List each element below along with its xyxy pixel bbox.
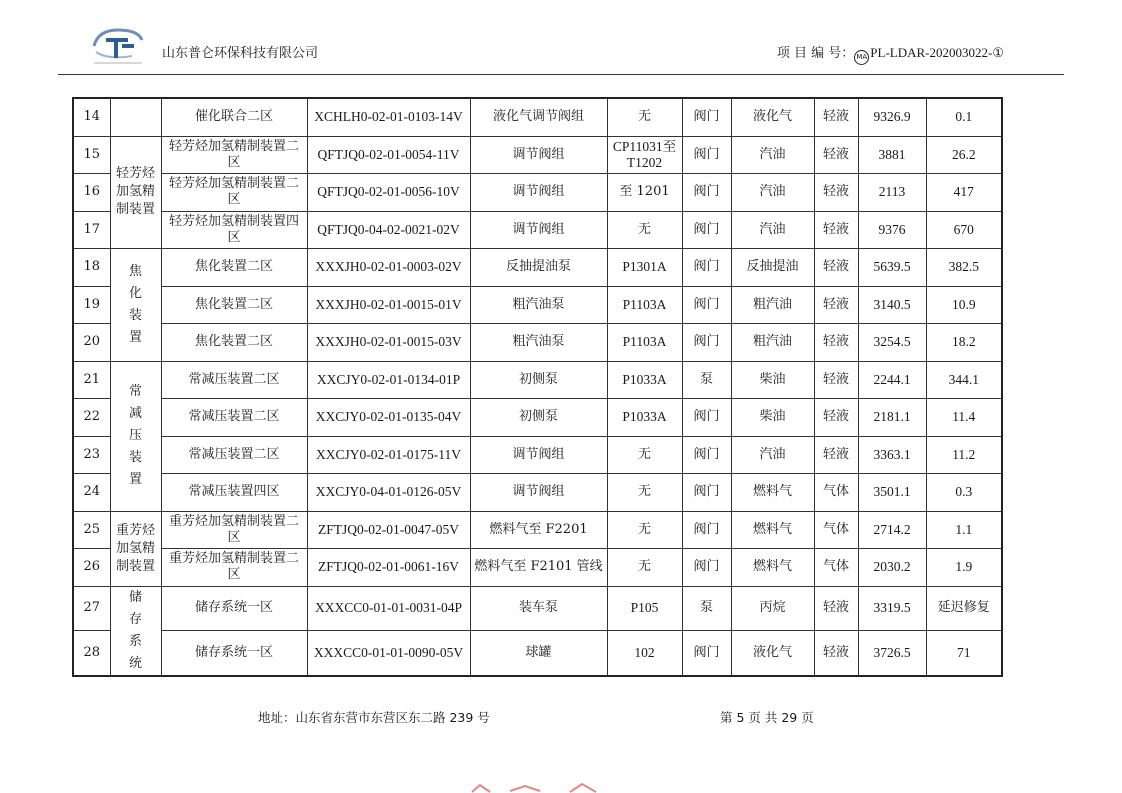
component-type: 阀门 (682, 249, 731, 287)
component-type: 阀门 (682, 436, 731, 474)
medium: 粗汽油 (731, 286, 814, 324)
medium: 粗汽油 (731, 324, 814, 362)
state: 轻液 (814, 630, 858, 675)
company-logo-icon (88, 26, 148, 66)
table-row (73, 249, 1002, 287)
unit-area: 轻芳烃加氢精制装置二区 (161, 174, 307, 212)
value-1: 3140.5 (858, 286, 926, 324)
unit-area: 储存系统一区 (161, 630, 307, 675)
table-row (73, 174, 1002, 212)
component-type: 泵 (682, 361, 731, 399)
equipment: 反抽提油泵 (470, 249, 607, 287)
table-row (73, 511, 1002, 549)
row-number: 27 (73, 586, 110, 630)
unit-area: 焦化装置二区 (161, 286, 307, 324)
page-header (58, 18, 1064, 75)
state: 轻液 (814, 399, 858, 437)
table-row (73, 98, 1002, 136)
table-row (73, 399, 1002, 437)
unit-group-atm-vac: 常减压装置 (110, 361, 161, 511)
value-1: 2030.2 (858, 549, 926, 587)
unit-area: 重芳烃加氢精制装置二区 (161, 549, 307, 587)
tag-number: XXCJY0-02-01-0175-11V (307, 436, 470, 474)
row-number: 25 (73, 511, 110, 549)
table-row (73, 549, 1002, 587)
component-type: 阀门 (682, 211, 731, 249)
unit-area: 轻芳烃加氢精制装置四区 (161, 211, 307, 249)
position: P105 (607, 586, 682, 630)
position: 无 (607, 211, 682, 249)
state: 气体 (814, 474, 858, 512)
table-row (73, 324, 1002, 362)
component-type: 阀门 (682, 174, 731, 212)
row-number: 17 (73, 211, 110, 249)
state: 气体 (814, 511, 858, 549)
value-2: 26.2 (926, 136, 1002, 174)
unit-area: 轻芳烃加氢精制装置二区 (161, 136, 307, 174)
value-2: 1.9 (926, 549, 1002, 587)
value-2: 0.1 (926, 98, 1002, 136)
row-number: 14 (73, 98, 110, 136)
unit-area: 焦化装置二区 (161, 249, 307, 287)
value-1: 2181.1 (858, 399, 926, 437)
value-2: 18.2 (926, 324, 1002, 362)
state: 轻液 (814, 136, 858, 174)
medium: 液化气 (731, 98, 814, 136)
equipment: 粗汽油泵 (470, 286, 607, 324)
medium: 柴油 (731, 399, 814, 437)
state: 轻液 (814, 211, 858, 249)
component-type: 阀门 (682, 630, 731, 675)
tag-number: QFTJQ0-02-01-0056-10V (307, 174, 470, 212)
row-number: 21 (73, 361, 110, 399)
unit-area: 储存系统一区 (161, 586, 307, 630)
value-1: 9376 (858, 211, 926, 249)
medium: 汽油 (731, 136, 814, 174)
row-number: 28 (73, 630, 110, 675)
footer-address: 地址：山东省东营市东营区东二路 239 号 (258, 710, 490, 725)
table-row (73, 474, 1002, 512)
medium: 汽油 (731, 436, 814, 474)
position: P1033A (607, 399, 682, 437)
position: 无 (607, 98, 682, 136)
value-1: 3363.1 (858, 436, 926, 474)
value-2: 0.3 (926, 474, 1002, 512)
value-2: 670 (926, 211, 1002, 249)
position: 无 (607, 511, 682, 549)
value-2: 382.5 (926, 249, 1002, 287)
unit-area: 常减压装置二区 (161, 361, 307, 399)
value-2: 344.1 (926, 361, 1002, 399)
value-2: 延迟修复 (926, 586, 1002, 630)
component-type: 阀门 (682, 511, 731, 549)
unit-group-heavy-aromatics: 重芳烃加氢精制装置 (110, 511, 161, 586)
state: 轻液 (814, 324, 858, 362)
row-number: 15 (73, 136, 110, 174)
component-type: 阀门 (682, 399, 731, 437)
unit-area: 常减压装置二区 (161, 436, 307, 474)
component-type: 阀门 (682, 136, 731, 174)
equipment: 液化气调节阀组 (470, 98, 607, 136)
equipment: 调节阀组 (470, 436, 607, 474)
position: P1033A (607, 361, 682, 399)
unit-area: 常减压装置四区 (161, 474, 307, 512)
state: 轻液 (814, 361, 858, 399)
value-1: 2244.1 (858, 361, 926, 399)
table-body (73, 98, 1002, 676)
state: 轻液 (814, 174, 858, 212)
tag-number: QFTJQ0-04-02-0021-02V (307, 211, 470, 249)
component-type: 阀门 (682, 324, 731, 362)
equipment: 调节阀组 (470, 174, 607, 212)
position: P1103A (607, 286, 682, 324)
equipment: 初侧泵 (470, 361, 607, 399)
component-type: 阀门 (682, 98, 731, 136)
value-1: 5639.5 (858, 249, 926, 287)
component-type: 阀门 (682, 286, 731, 324)
medium: 燃料气 (731, 549, 814, 587)
table-row (73, 436, 1002, 474)
value-2: 417 (926, 174, 1002, 212)
medium: 汽油 (731, 174, 814, 212)
tag-number: XXCJY0-02-01-0134-01P (307, 361, 470, 399)
value-2: 10.9 (926, 286, 1002, 324)
state: 轻液 (814, 436, 858, 474)
tag-number: QFTJQ0-02-01-0054-11V (307, 136, 470, 174)
position: 102 (607, 630, 682, 675)
table-row (73, 630, 1002, 675)
red-stamp-icon (470, 782, 620, 793)
tag-number: XXXJH0-02-01-0003-02V (307, 249, 470, 287)
unit-group-light-aromatics: 轻芳烃加氢精制装置 (110, 136, 161, 249)
component-type: 泵 (682, 586, 731, 630)
value-1: 2113 (858, 174, 926, 212)
equipment: 燃料气至 F2201 (470, 511, 607, 549)
position: P1103A (607, 324, 682, 362)
value-1: 2714.2 (858, 511, 926, 549)
tag-number: ZFTJQ0-02-01-0047-05V (307, 511, 470, 549)
value-2: 11.4 (926, 399, 1002, 437)
position: 无 (607, 549, 682, 587)
value-1: 3881 (858, 136, 926, 174)
medium: 柴油 (731, 361, 814, 399)
position: 无 (607, 474, 682, 512)
medium: 丙烷 (731, 586, 814, 630)
state: 轻液 (814, 586, 858, 630)
row-number: 22 (73, 399, 110, 437)
medium: 汽油 (731, 211, 814, 249)
row-number: 23 (73, 436, 110, 474)
state: 轻液 (814, 249, 858, 287)
tag-number: XXCJY0-02-01-0135-04V (307, 399, 470, 437)
row-number: 20 (73, 324, 110, 362)
row-number: 18 (73, 249, 110, 287)
unit-group-cell (110, 98, 161, 136)
company-name: 山东普仑环保科技有限公司 (162, 46, 319, 61)
table-row (73, 211, 1002, 249)
position: 至 1201 (607, 174, 682, 212)
tag-number: XXCJY0-04-01-0126-05V (307, 474, 470, 512)
value-1: 3501.1 (858, 474, 926, 512)
medium: 燃料气 (731, 511, 814, 549)
table-row (73, 136, 1002, 174)
unit-group-storage: 储存系统 (110, 586, 161, 676)
tag-number: XXXJH0-02-01-0015-03V (307, 324, 470, 362)
position: CP11031至T1202 (607, 136, 682, 174)
medium: 燃料气 (731, 474, 814, 512)
page-number: 第 5 页 共 29 页 (720, 710, 814, 725)
equipment: 调节阀组 (470, 474, 607, 512)
value-1: 3726.5 (858, 630, 926, 675)
equipment: 燃料气至 F2101 管线 (470, 549, 607, 587)
ma-certification-icon: MA (854, 50, 869, 65)
component-type: 阀门 (682, 549, 731, 587)
equipment: 调节阀组 (470, 211, 607, 249)
tag-number: ZFTJQ0-02-01-0061-16V (307, 549, 470, 587)
state: 轻液 (814, 286, 858, 324)
unit-area: 重芳烃加氢精制装置二区 (161, 511, 307, 549)
unit-area: 焦化装置二区 (161, 324, 307, 362)
ldar-data-table (72, 97, 1003, 677)
position: P1301A (607, 249, 682, 287)
row-number: 24 (73, 474, 110, 512)
tag-number: XXXJH0-02-01-0015-01V (307, 286, 470, 324)
state: 气体 (814, 549, 858, 587)
equipment: 装车泵 (470, 586, 607, 630)
table-row (73, 361, 1002, 399)
medium: 液化气 (731, 630, 814, 675)
row-number: 19 (73, 286, 110, 324)
table-row (73, 586, 1002, 630)
row-number: 16 (73, 174, 110, 212)
medium: 反抽提油 (731, 249, 814, 287)
equipment: 粗汽油泵 (470, 324, 607, 362)
row-number: 26 (73, 549, 110, 587)
table-row (73, 286, 1002, 324)
value-1: 3254.5 (858, 324, 926, 362)
tag-number: XXXCC0-01-01-0090-05V (307, 630, 470, 675)
equipment: 球罐 (470, 630, 607, 675)
value-1: 9326.9 (858, 98, 926, 136)
value-1: 3319.5 (858, 586, 926, 630)
value-2: 11.2 (926, 436, 1002, 474)
unit-area: 催化联合二区 (161, 98, 307, 136)
tag-number: XXXCC0-01-01-0031-04P (307, 586, 470, 630)
unit-area: 常减压装置二区 (161, 399, 307, 437)
state: 轻液 (814, 98, 858, 136)
tag-number: XCHLH0-02-01-0103-14V (307, 98, 470, 136)
equipment: 初侧泵 (470, 399, 607, 437)
value-2: 1.1 (926, 511, 1002, 549)
position: 无 (607, 436, 682, 474)
unit-group-coking: 焦化装置 (110, 249, 161, 362)
project-code: PL-LDAR-202003022-① (870, 45, 1004, 60)
project-label: 项 目 编 号： (776, 46, 855, 61)
equipment: 调节阀组 (470, 136, 607, 174)
project-number (777, 42, 1004, 65)
component-type: 阀门 (682, 474, 731, 512)
value-2: 71 (926, 630, 1002, 675)
